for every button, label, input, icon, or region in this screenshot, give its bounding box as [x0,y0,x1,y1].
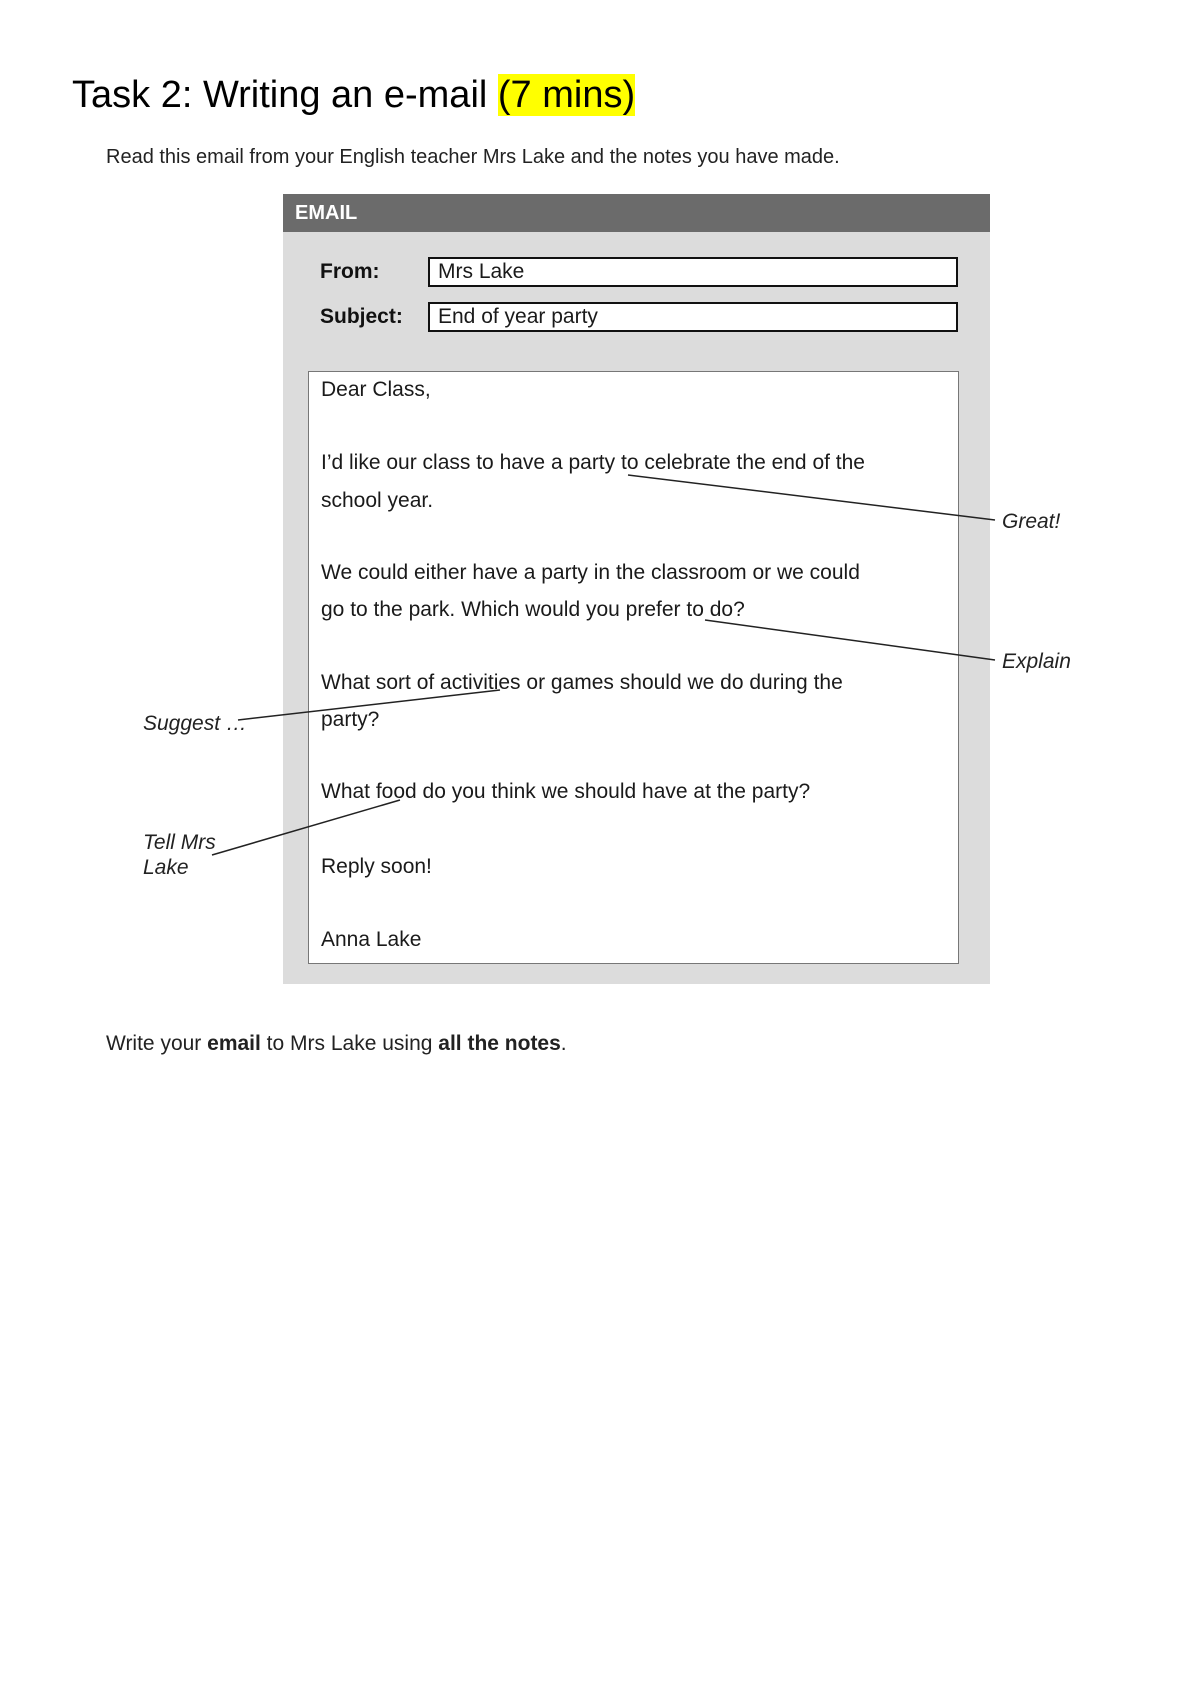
note-suggest: Suggest … [143,712,247,735]
email-paragraph-1-line-1: I’d like our class to have a party to celebrate the end of the [321,451,865,474]
leader-line-tell [212,800,400,855]
closing-part-3: . [560,1032,567,1055]
subject-label: Subject: [320,305,403,328]
closing-bold-email: email [207,1032,261,1055]
subject-field: End of year party [428,302,958,332]
email-paragraph-2-line-1: We could either have a party in the classroom or we could [321,561,860,584]
email-paragraph-2-line-2: go to the park. Which would you prefer to do? [321,598,745,621]
from-field: Mrs Lake [428,257,958,287]
note-tell-line-1: Tell Mrs [143,831,216,854]
closing-bold-notes: all the notes [438,1032,561,1055]
leader-line-explain [705,620,995,660]
note-great: Great! [1002,510,1061,533]
email-paragraph-4: What food do you think we should have at the party? [321,780,811,803]
closing-part-2: to Mrs Lake using [260,1032,439,1055]
note-tell-line-2: Lake [143,856,189,879]
leader-line-suggest [238,690,500,720]
email-header: EMAIL [283,194,990,232]
instructions: Read this email from your English teacher Mrs Lake and the notes you have made. [106,146,840,168]
email-paragraph-3-line-1: What sort of activities or games should we do during the [321,671,843,694]
from-label: From: [320,260,380,283]
leader-line-great [628,475,995,520]
email-paragraph-3-line-2: party? [321,708,380,731]
email-signature: Anna Lake [321,928,422,951]
note-explain: Explain [1002,650,1071,673]
email-paragraph-5: Reply soon! [321,855,432,878]
time-limit-highlight: (7 mins) [497,74,636,116]
closing-part-1: Write your [106,1032,208,1055]
email-greeting: Dear Class, [321,378,431,401]
title-main: Task 2: Writing an e-mail [72,74,498,116]
email-paragraph-1-line-2: school year. [321,489,434,512]
closing-instruction [106,1032,567,1056]
